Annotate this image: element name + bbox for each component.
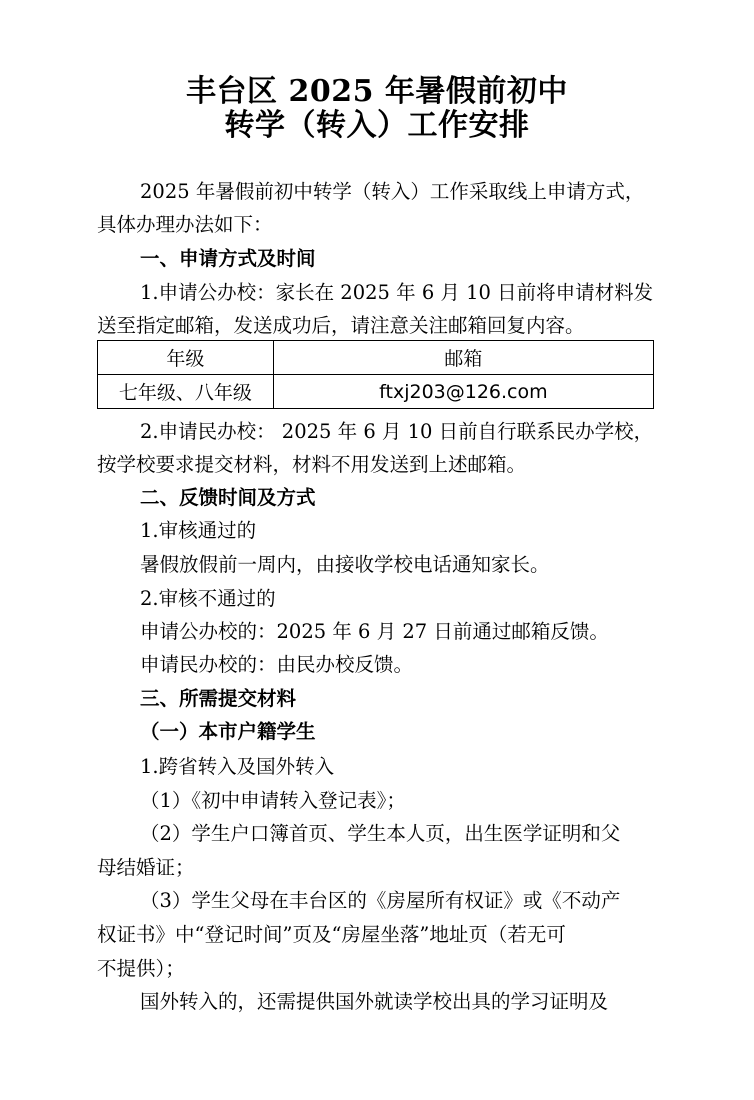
s1-p2-line2: 按学校要求提交材料，材料不用发送到上述邮箱。: [97, 453, 527, 476]
s3-subheading: （一）本市户籍学生: [140, 720, 316, 743]
s2-item1: 1.审核通过的: [140, 519, 257, 542]
intro-line2: 具体办理办法如下：: [97, 213, 273, 236]
table-cell-grade: 七年级、八年级: [98, 375, 274, 409]
s2-item2: 2.审核不通过的: [140, 587, 276, 610]
s2-item2-text1: 申请公办校的：2025 年 6 月 27 日前通过邮箱反馈。: [140, 620, 609, 643]
s1-p1-line2: 送至指定邮箱，发送成功后，请注意关注邮箱回复内容。: [97, 314, 585, 337]
s2-item1-text: 暑假放假前一周内，由接收学校电话通知家长。: [140, 553, 550, 576]
s2-item2-text2: 申请民办校的：由民办校反馈。: [140, 653, 414, 676]
s3-material2-line1: （2）学生户口簿首页、学生本人页，出生医学证明和父: [140, 822, 621, 845]
section1-heading: 一、申请方式及时间: [140, 247, 316, 270]
intro-line1: 2025 年暑假前初中转学（转入）工作采取线上申请方式，: [140, 180, 645, 203]
s1-p2-line1: 2.申请民办校： 2025 年 6 月 10 日前自行联系民办学校，: [140, 420, 654, 443]
s1-p1-line1: 1.申请公办校：家长在 2025 年 6 月 10 日前将申请材料发: [140, 281, 654, 304]
table-header-grade: 年级: [98, 341, 274, 375]
section3-heading: 三、所需提交材料: [140, 687, 297, 710]
s3-material3-line2: 权证书》中“登记时间”页及“房屋坐落”地址页（若无可: [97, 923, 566, 946]
table-header-row: [98, 341, 654, 375]
document-title-line1: 丰台区 2025 年暑假前初中: [186, 74, 568, 109]
s3-material2-line2: 母结婚证；: [97, 856, 195, 879]
s3-material3-line3: 不提供）；: [97, 957, 185, 980]
email-table: [97, 340, 654, 409]
section2-heading: 二、反馈时间及方式: [140, 486, 316, 509]
s3-material3-line1: （3）学生父母在丰台区的《房屋所有权证》或《不动产: [140, 889, 621, 912]
s3-last-line: 国外转入的，还需提供国外就读学校出具的学习证明及: [140, 990, 609, 1013]
table-cell-email: ftxj203@126.com: [273, 375, 653, 409]
table-row: [98, 375, 654, 409]
s3-item1: 1.跨省转入及国外转入: [140, 755, 335, 778]
s3-material1: （1）《初中申请转入登记表》；: [140, 789, 406, 812]
document-title-line2: 转学（转入）工作安排: [224, 108, 530, 143]
table-header-email: 邮箱: [273, 341, 653, 375]
